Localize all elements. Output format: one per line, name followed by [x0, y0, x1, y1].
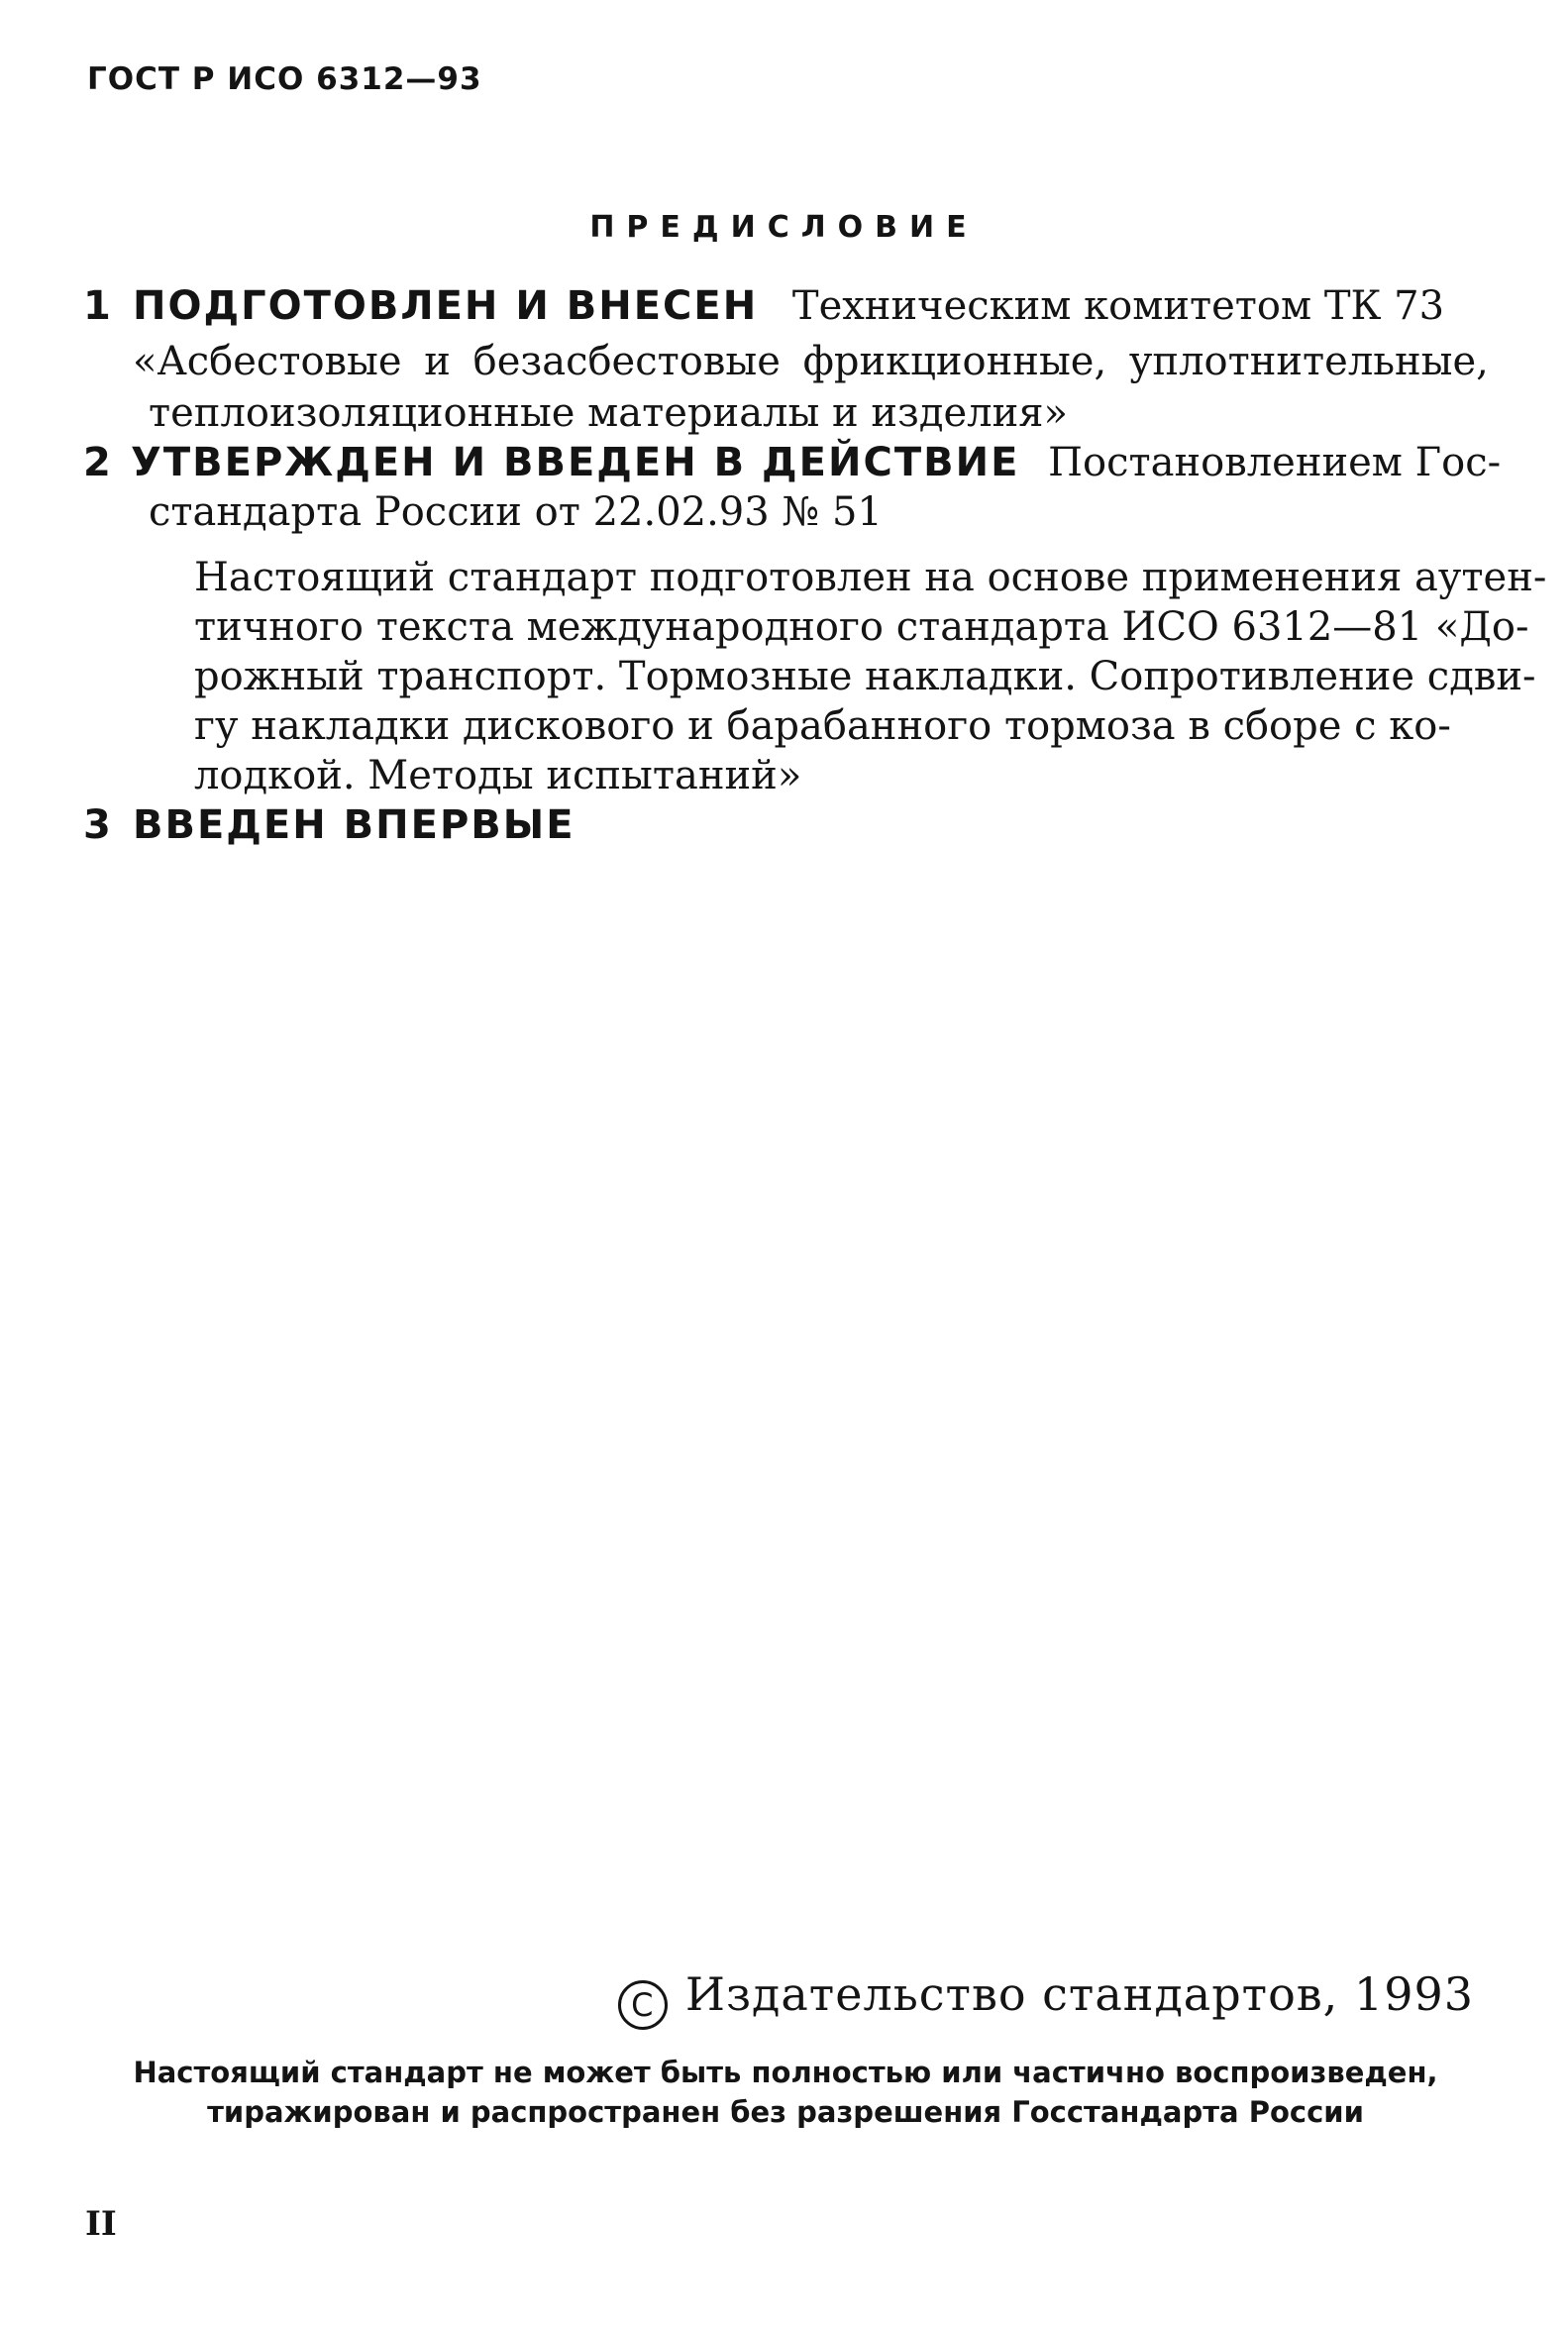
- copyright-icon: C: [618, 1980, 668, 2030]
- preface-title: ПРЕДИСЛОВИЕ: [589, 210, 979, 245]
- paragraph-line: лодкой. Методы испытаний»: [194, 753, 802, 798]
- item-line: [133, 279, 1444, 333]
- notice-line: тиражирован и распространен без разрешения Госстандарта России: [207, 2095, 1364, 2129]
- item-line: [131, 436, 1501, 489]
- reproduction-notice: [87, 2053, 1484, 2132]
- item-lead: ПОДГОТОВЛЕН И ВНЕСЕН: [133, 283, 759, 329]
- paragraph-line: гу накладки дискового и барабанного тормоза в сборе с ко-: [194, 703, 1451, 749]
- item-line: теплоизоляционные материалы и изделия»: [149, 390, 1068, 436]
- item-line: [133, 798, 575, 852]
- item-number: 2: [83, 440, 111, 485]
- item-number: 1: [83, 283, 111, 329]
- item-line: стандарта России от 22.02.93 № 51: [149, 489, 883, 535]
- copyright-text: Издательство стандартов, 1993: [684, 1967, 1474, 2021]
- standard-code-header: ГОСТ Р ИСО 6312—93: [87, 61, 482, 97]
- notice-line: Настоящий стандарт не может быть полностью или частично воспроизведен,: [133, 2056, 1438, 2089]
- item-lead: ВВЕДЕН ВПЕРВЫЕ: [133, 802, 575, 848]
- item-text: Техническим комитетом ТК 73: [791, 283, 1445, 329]
- paragraph-line: рожный транспорт. Тормозные накладки. Сопротивление сдви-: [194, 654, 1536, 699]
- item-number: 3: [83, 802, 111, 848]
- paragraph-line: тичного текста международного стандарта ИСО 6312—81 «До-: [194, 604, 1529, 650]
- page-number: II: [85, 2204, 117, 2244]
- item-line: «Асбестовые и безасбестовые фрикционные, уплотнительные,: [133, 339, 1489, 384]
- paragraph-line: Настоящий стандарт подготовлен на основе применения аутен-: [194, 555, 1547, 600]
- copyright-line: [618, 1967, 1474, 2030]
- item-text: Постановлением Гос-: [1048, 440, 1502, 485]
- item-lead: УТВЕРЖДЕН И ВВЕДЕН В ДЕЙСТВИЕ: [131, 440, 1020, 485]
